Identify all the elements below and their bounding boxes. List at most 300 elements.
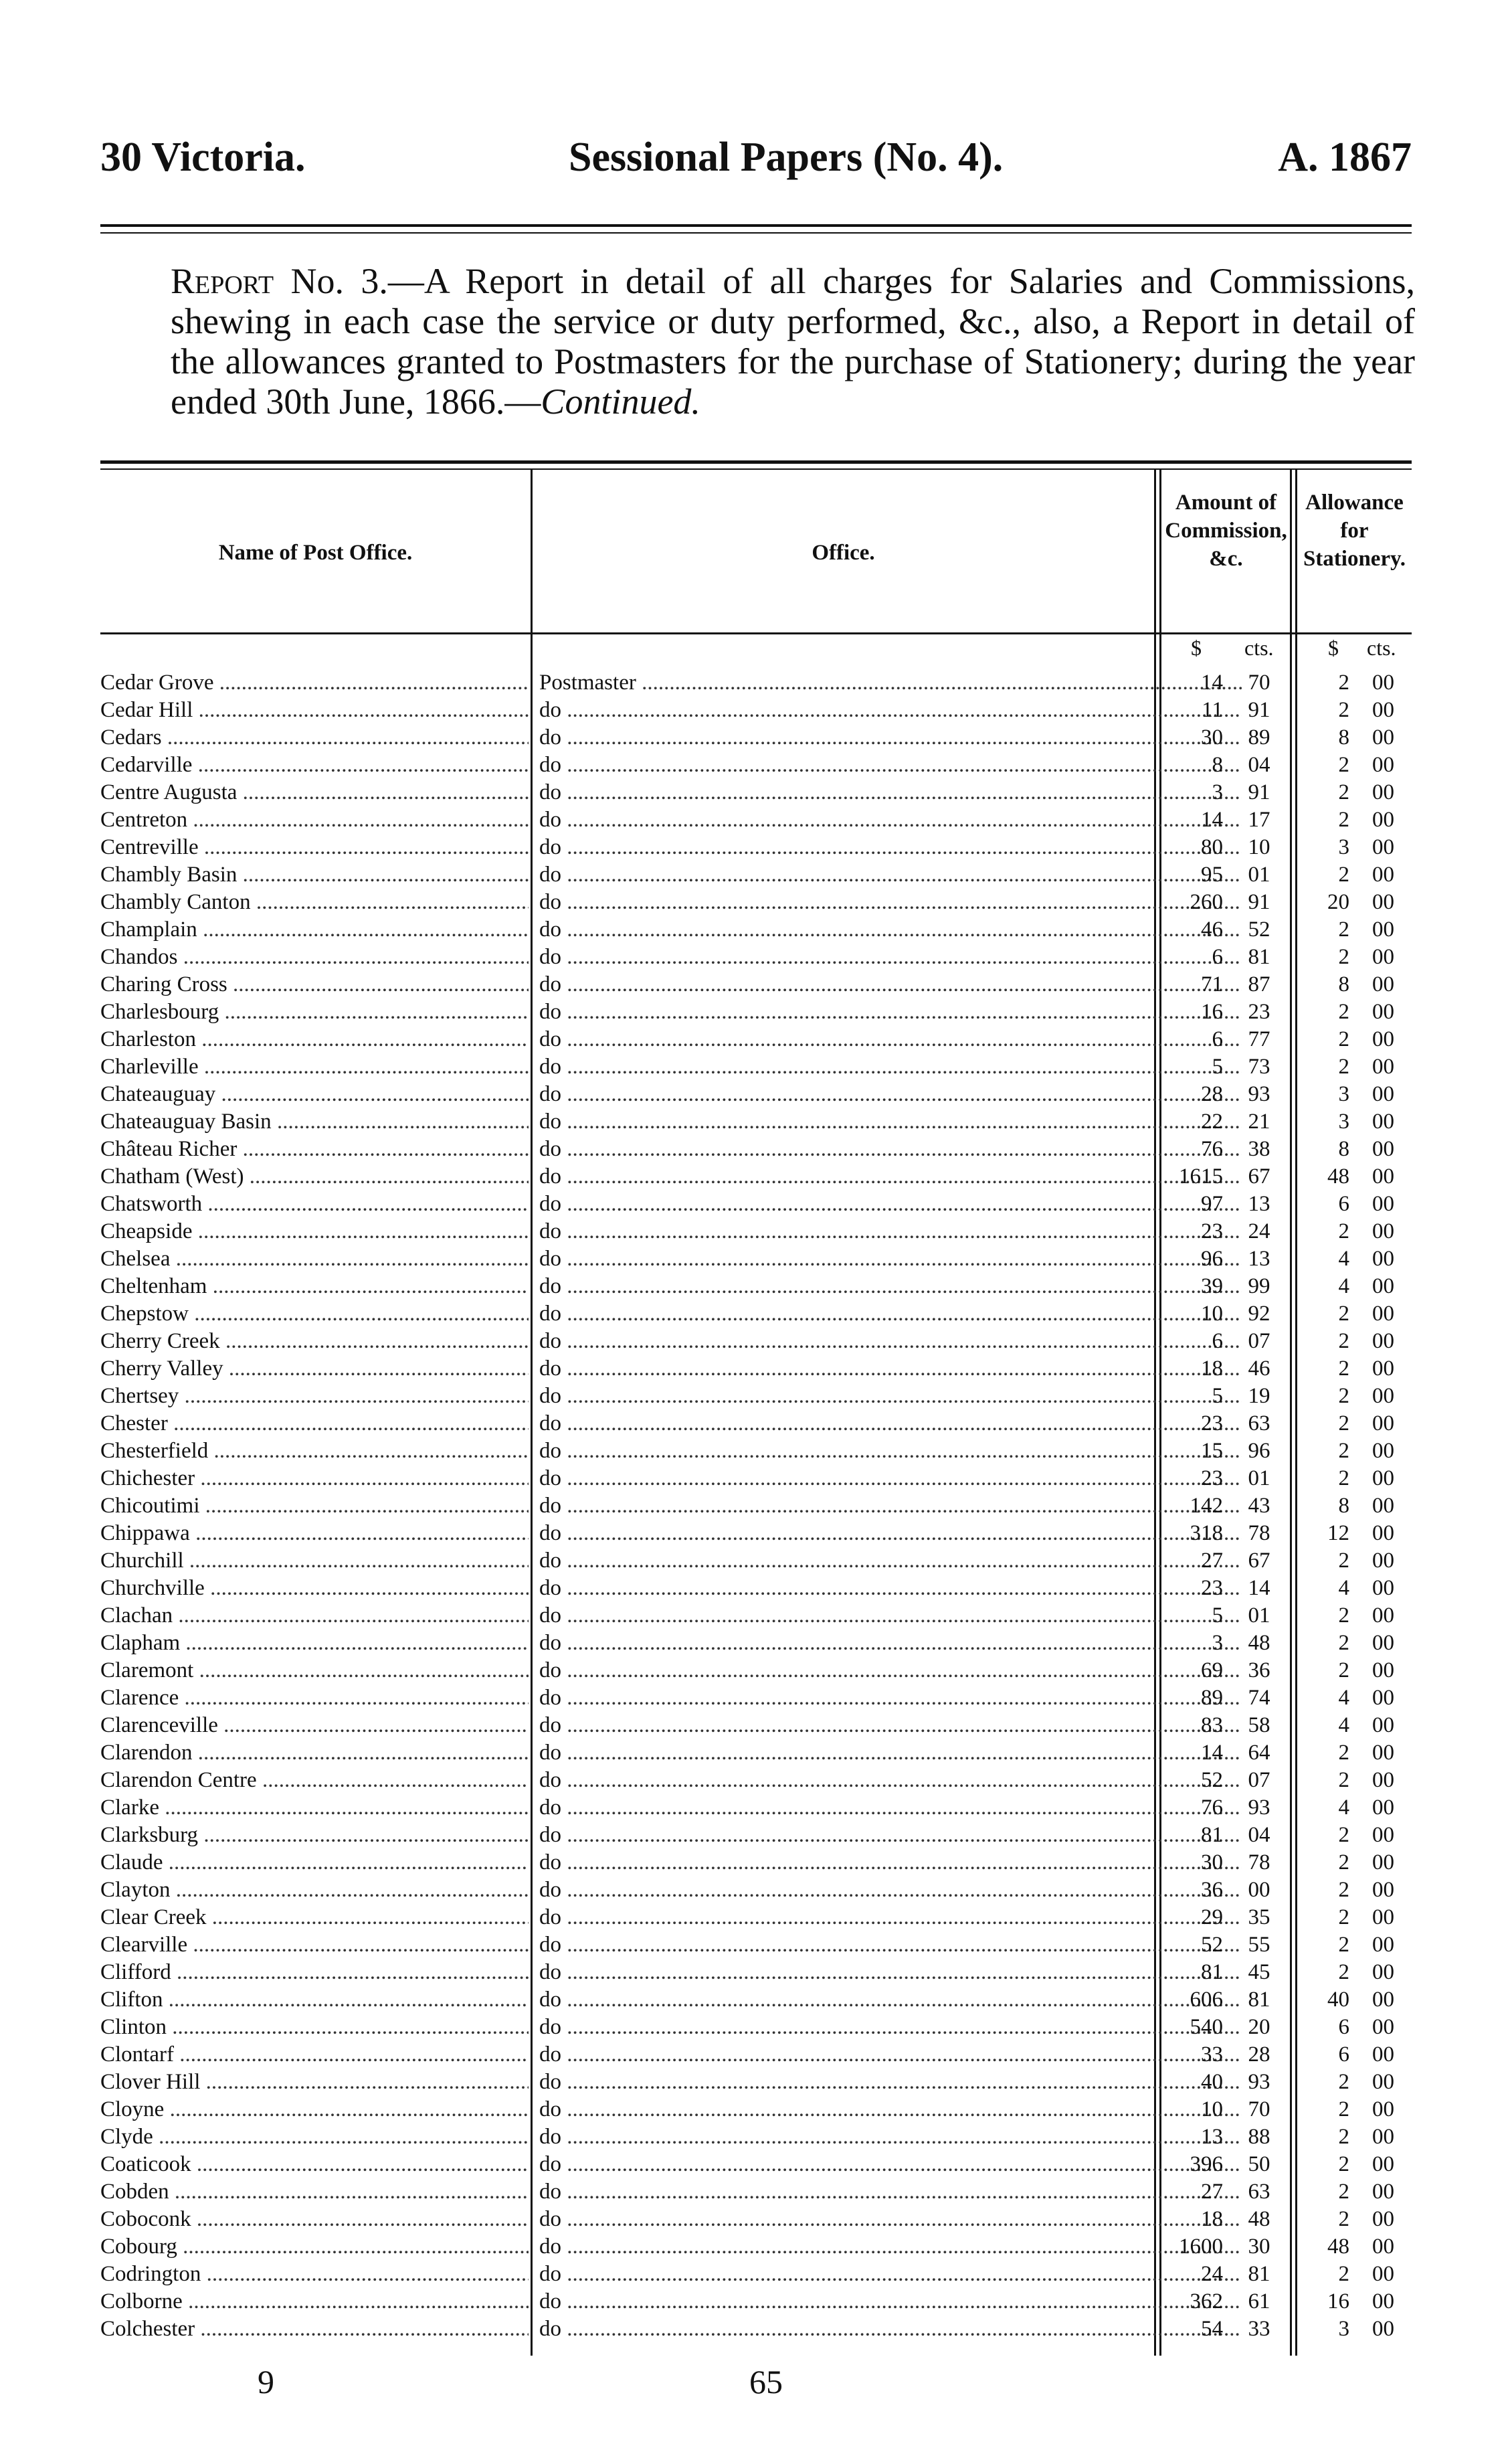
amount-dollars: 69 [1201,1658,1223,1682]
table-row [100,2315,1412,2343]
office-title: do ..... [539,1822,1242,1849]
post-office-name: Coaticook ..... [100,2151,529,2178]
office-title: do ..... [539,2288,1242,2315]
amount-dollars: 29 [1201,1905,1223,1929]
table-row [100,1959,1412,1986]
table-row [100,1602,1412,1630]
amount-cents: 01 [1248,1466,1270,1490]
stationery-dollars: 40 [1327,1988,1349,2012]
office-title: do ..... [539,1520,1242,1547]
table-row [100,1081,1412,1108]
stationery-cents: 00 [1372,1219,1394,1243]
table-row [100,1876,1412,1904]
table-row [100,779,1412,806]
table-row [100,916,1412,944]
post-office-name: Chicoutimi ..... [100,1492,529,1520]
table-row [100,1822,1412,1849]
table-row [100,2123,1412,2151]
stationery-cents: 00 [1372,2070,1394,2094]
stationery-dollars: 2 [1338,1356,1349,1381]
post-office-name: Claremont ..... [100,1657,529,1684]
amount-dollars: 28 [1201,1082,1223,1106]
stationery-cents: 00 [1372,725,1394,750]
office-title: do ..... [539,1876,1242,1904]
office-title: do ..... [539,1053,1242,1081]
amount-dollars: 5 [1212,1603,1223,1628]
table-row [100,669,1412,697]
post-office-name: Charleville ..... [100,1053,529,1081]
stationery-cents: 00 [1372,1411,1394,1435]
table-row [100,1437,1412,1465]
amount-dollars: 52 [1201,1768,1223,1792]
amount-cents: 07 [1248,1768,1270,1792]
stationery-dollars: 2 [1338,1219,1349,1243]
post-office-name: Cheltenham ..... [100,1273,529,1300]
stationery-dollars: 2 [1338,2262,1349,2286]
stationery-cents: 00 [1372,1658,1394,1682]
post-office-name: Coboconk ..... [100,2206,529,2233]
stationery-cents: 00 [1372,2289,1394,2313]
table-row [100,1904,1412,1931]
stationery-cents: 00 [1372,780,1394,804]
amount-dollars: 97 [1201,1192,1223,1216]
stationery-cents: 00 [1372,2015,1394,2039]
amount-dollars: 606 [1190,1988,1223,2012]
amount-cents: 50 [1248,2152,1270,2176]
amount-dollars: 23 [1201,1411,1223,1435]
post-office-name: Clinton ..... [100,2014,529,2041]
stationery-cents: 00 [1372,1466,1394,1490]
amount-cents: 81 [1248,1988,1270,2012]
post-office-name: Centre Augusta ..... [100,779,529,806]
table-row [100,1767,1412,1794]
amount-dollars: 52 [1201,1933,1223,1957]
table-row [100,834,1412,861]
stationery-dollars: 2 [1338,1302,1349,1326]
table-row [100,1300,1412,1328]
amount-cents: 07 [1248,1329,1270,1353]
stationery-dollars: 6 [1338,2015,1349,2039]
post-office-name: Cedar Hill ..... [100,697,529,724]
office-title: do ..... [539,998,1242,1026]
post-office-name: Churchill ..... [100,1547,529,1575]
stationery-cents: 00 [1372,972,1394,996]
post-office-name: Clover Hill ..... [100,2069,529,2096]
table-row [100,1355,1412,1383]
stationery-dollars: 6 [1338,1192,1349,1216]
amount-cents: 24 [1248,1219,1270,1243]
table-top-rule [100,460,1412,464]
stationery-dollars: 20 [1327,890,1349,914]
stationery-dollars: 2 [1338,2152,1349,2176]
allowance-dollar-unit: $ [1328,636,1339,660]
table-row [100,998,1412,1026]
table-row [100,1328,1412,1355]
col-header-office: Office. [812,541,875,565]
office-title: do ..... [539,2206,1242,2233]
amount-cents: 01 [1248,863,1270,887]
stationery-cents: 00 [1372,863,1394,887]
stationery-dollars: 2 [1338,1823,1349,1847]
stationery-dollars: 4 [1338,1713,1349,1737]
stationery-dollars: 2 [1338,1960,1349,1984]
header-rule-thin [100,232,1412,234]
amount-cents: 19 [1248,1384,1270,1408]
post-office-name: Chesterfield ..... [100,1437,529,1465]
post-office-name: Cedarville ..... [100,752,529,779]
stationery-dollars: 6 [1338,2042,1349,2067]
post-office-name: Charing Cross ..... [100,971,529,998]
office-title: do ..... [539,752,1242,779]
office-title: do ..... [539,1575,1242,1602]
amount-dollars: 260 [1190,890,1223,914]
amount-dollars: 142 [1190,1494,1223,1518]
office-title: do ..... [539,944,1242,971]
amount-dollars: 1615 [1179,1164,1223,1189]
amount-dollars: 96 [1201,1247,1223,1271]
amount-cents: 77 [1248,1027,1270,1051]
amount-cents: 01 [1248,1603,1270,1628]
amount-cents: 35 [1248,1905,1270,1929]
amount-cents: 55 [1248,1933,1270,1957]
office-title: do ..... [539,1218,1242,1245]
table-row [100,1163,1412,1191]
amount-dollars: 1600 [1179,2235,1223,2259]
table-row [100,1026,1412,1053]
allowance-cents-unit: cts. [1367,636,1396,660]
office-title: do ..... [539,1163,1242,1191]
stationery-cents: 00 [1372,1549,1394,1573]
col-header-name: Name of Post Office. [218,541,413,565]
post-office-name: Clachan ..... [100,1602,529,1630]
table-row [100,1986,1412,2014]
stationery-cents: 00 [1372,2317,1394,2341]
office-title: do ..... [539,2096,1242,2123]
office-title: do ..... [539,1794,1242,1822]
table-row [100,1739,1412,1767]
stationery-cents: 00 [1372,2235,1394,2259]
stationery-dollars: 2 [1338,1384,1349,1408]
table-row [100,724,1412,752]
stationery-cents: 00 [1372,1356,1394,1381]
stationery-dollars: 2 [1338,1411,1349,1435]
stationery-dollars: 16 [1327,2289,1349,2313]
stationery-cents: 00 [1372,1137,1394,1161]
office-title: do ..... [539,1465,1242,1492]
amount-cents: 91 [1248,890,1270,914]
table-row [100,1273,1412,1300]
post-office-name: Chateauguay Basin ..... [100,1108,529,1136]
stationery-cents: 00 [1372,1439,1394,1463]
amount-cents: 43 [1248,1494,1270,1518]
amount-dollars: 95 [1201,863,1223,887]
stationery-dollars: 2 [1338,698,1349,722]
post-office-name: Clontarf ..... [100,2041,529,2069]
post-office-name: Chepstow ..... [100,1300,529,1328]
post-office-name: Charlesbourg ..... [100,998,529,1026]
table-row [100,2069,1412,2096]
post-office-name: Chateauguay ..... [100,1081,529,1108]
post-office-name: Codrington ..... [100,2261,529,2288]
stationery-dollars: 2 [1338,917,1349,942]
stationery-cents: 00 [1372,753,1394,777]
amount-dollars: 362 [1190,2289,1223,2313]
post-office-name: Chambly Canton ..... [100,889,529,916]
office-title: do ..... [539,2178,1242,2206]
amount-cents: 46 [1248,1356,1270,1381]
stationery-dollars: 2 [1338,1631,1349,1655]
amount-dollars: 23 [1201,1576,1223,1600]
post-office-name: Clarenceville ..... [100,1712,529,1739]
amount-dollars: 14 [1201,671,1223,695]
amount-cents: 58 [1248,1713,1270,1737]
amount-cents: 73 [1248,1055,1270,1079]
amount-cents: 20 [1248,2015,1270,2039]
amount-cents: 30 [1248,2235,1270,2259]
amount-cents: 70 [1248,671,1270,695]
post-office-name: Cherry Valley ..... [100,1355,529,1383]
stationery-cents: 00 [1372,1768,1394,1792]
table-row [100,2233,1412,2261]
report-title-text: No. 3.—A Report in detail of all charges for Salaries and Commissions, shewing in each case the service or duty performed, &c., also, a Report in detail of the allowances granted to Postmasters for the purchase of Stationery; during the year ended 30th June, 1866.— [171,261,1415,422]
stationery-cents: 00 [1372,1686,1394,1710]
table-row [100,1492,1412,1520]
amount-cents: 81 [1248,945,1270,969]
header-rule-thick [100,224,1412,227]
amount-dollars: 18 [1201,1356,1223,1381]
report-title-continued: Continued. [541,381,700,422]
post-office-name: Champlain ..... [100,916,529,944]
office-title: do ..... [539,2069,1242,2096]
amount-dollars: 83 [1201,1713,1223,1737]
stationery-cents: 00 [1372,2125,1394,2149]
stationery-dollars: 2 [1338,1466,1349,1490]
stationery-cents: 00 [1372,2180,1394,2204]
stationery-cents: 00 [1372,1988,1394,2012]
stationery-cents: 00 [1372,2042,1394,2067]
stationery-dollars: 2 [1338,1905,1349,1929]
stationery-dollars: 2 [1338,1549,1349,1573]
amount-cents: 91 [1248,780,1270,804]
stationery-dollars: 2 [1338,753,1349,777]
stationery-cents: 00 [1372,1603,1394,1628]
stationery-cents: 00 [1372,1329,1394,1353]
amount-dollars: 54 [1201,2317,1223,2341]
stationery-dollars: 2 [1338,1850,1349,1874]
post-office-name: Cherry Creek ..... [100,1328,529,1355]
office-title: do ..... [539,2261,1242,2288]
table-row [100,2041,1412,2069]
post-office-name: Clearville ..... [100,1931,529,1959]
amount-dollars: 81 [1201,1823,1223,1847]
stationery-dollars: 3 [1338,835,1349,859]
stationery-dollars: 2 [1338,2207,1349,2231]
header-separator [100,632,1412,634]
amount-dollars: 14 [1201,1741,1223,1765]
post-office-name: Clayton ..... [100,1876,529,1904]
header-papers: Sessional Papers (No. 4). [569,135,1004,180]
office-title: do ..... [539,2014,1242,2041]
amount-dollars: 8 [1212,753,1223,777]
stationery-cents: 00 [1372,1110,1394,1134]
post-office-name: Clarence ..... [100,1684,529,1712]
amount-cents: 74 [1248,1686,1270,1710]
post-office-name: Chatham (West) ..... [100,1163,529,1191]
post-office-name: Chippawa ..... [100,1520,529,1547]
table-row [100,1245,1412,1273]
amount-cents: 48 [1248,1631,1270,1655]
amount-dollars: 10 [1201,1302,1223,1326]
office-title: do ..... [539,697,1242,724]
stationery-cents: 00 [1372,1164,1394,1189]
post-office-name: Cheapside ..... [100,1218,529,1245]
post-office-name: Clapham ..... [100,1630,529,1657]
amount-dollars: 81 [1201,1960,1223,1984]
stationery-cents: 00 [1372,1302,1394,1326]
office-title: do ..... [539,1630,1242,1657]
stationery-dollars: 2 [1338,863,1349,887]
office-title: do ..... [539,1081,1242,1108]
amount-cents: 00 [1248,1878,1270,1902]
amount-dollars: 5 [1212,1055,1223,1079]
office-title: do ..... [539,1657,1242,1684]
post-office-name: Claude ..... [100,1849,529,1876]
table-row [100,1630,1412,1657]
table-row [100,1684,1412,1712]
post-office-name: Clifton ..... [100,1986,529,2014]
stationery-dollars: 2 [1338,1878,1349,1902]
table-row [100,889,1412,916]
stationery-dollars: 48 [1327,2235,1349,2259]
office-title: do ..... [539,2315,1242,2343]
table-row [100,752,1412,779]
stationery-cents: 00 [1372,1192,1394,1216]
stationery-cents: 00 [1372,1713,1394,1737]
stationery-cents: 00 [1372,1274,1394,1298]
amount-cents: 88 [1248,2125,1270,2149]
stationery-cents: 00 [1372,1000,1394,1024]
table-row [100,861,1412,889]
office-title: do ..... [539,1273,1242,1300]
amount-cents: 28 [1248,2042,1270,2067]
stationery-dollars: 2 [1338,1768,1349,1792]
table-row [100,1410,1412,1437]
amount-cents: 23 [1248,1000,1270,1024]
stationery-cents: 00 [1372,1576,1394,1600]
stationery-dollars: 4 [1338,1274,1349,1298]
table-row [100,2151,1412,2178]
table-row [100,697,1412,724]
amount-cents: 93 [1248,1796,1270,1820]
office-title: do ..... [539,1602,1242,1630]
stationery-cents: 00 [1372,1082,1394,1106]
stationery-dollars: 4 [1338,1576,1349,1600]
report-title-lead: Report [171,261,274,301]
office-title: do ..... [539,2151,1242,2178]
post-office-name: Clarke ..... [100,1794,529,1822]
amount-dollars: 27 [1201,2180,1223,2204]
amount-dollars: 40 [1201,2070,1223,2094]
office-title: Postmaster ..... [539,669,1242,697]
table-row [100,1712,1412,1739]
post-office-name: Charleston ..... [100,1026,529,1053]
office-title: do ..... [539,1684,1242,1712]
amount-cents: 52 [1248,917,1270,942]
post-office-name: Colborne ..... [100,2288,529,2315]
stationery-cents: 00 [1372,1055,1394,1079]
amount-dollars: 14 [1201,808,1223,832]
stationery-dollars: 48 [1327,1164,1349,1189]
stationery-dollars: 2 [1338,671,1349,695]
amount-cents: 10 [1248,835,1270,859]
office-title: do ..... [539,1328,1242,1355]
amount-dollars: 6 [1212,1329,1223,1353]
table-row [100,1575,1412,1602]
amount-cents: 81 [1248,2262,1270,2286]
office-title: do ..... [539,1026,1242,1053]
amount-cents: 13 [1248,1192,1270,1216]
stationery-dollars: 2 [1338,1055,1349,1079]
amount-dollars: 22 [1201,1110,1223,1134]
post-office-name: Château Richer ..... [100,1136,529,1163]
office-title: do ..... [539,1547,1242,1575]
office-title: do ..... [539,806,1242,834]
stationery-dollars: 2 [1338,2097,1349,2121]
amount-dollars: 15 [1201,1439,1223,1463]
stationery-cents: 00 [1372,2152,1394,2176]
table-row [100,1931,1412,1959]
amount-dollar-unit: $ [1191,636,1202,660]
office-title: do ..... [539,1108,1242,1136]
amount-cents: 14 [1248,1576,1270,1600]
table-row [100,806,1412,834]
report-title [171,261,1415,422]
stationery-dollars: 8 [1338,1494,1349,1518]
table-row [100,2288,1412,2315]
stationery-cents: 00 [1372,1741,1394,1765]
office-title: do ..... [539,1355,1242,1383]
post-office-name: Clarksburg ..... [100,1822,529,1849]
amount-cents: 04 [1248,1823,1270,1847]
stationery-cents: 00 [1372,1521,1394,1545]
table-row [100,971,1412,998]
amount-dollars: 46 [1201,917,1223,942]
table-row [100,2096,1412,2123]
amount-dollars: 27 [1201,1549,1223,1573]
stationery-dollars: 2 [1338,2070,1349,2094]
amount-cents: 93 [1248,1082,1270,1106]
post-office-name: Centreville ..... [100,834,529,861]
table-row [100,1520,1412,1547]
amount-dollars: 24 [1201,2262,1223,2286]
table-row [100,1465,1412,1492]
col-header-amount: Amount of Commission, &c. [1165,491,1287,571]
table-row [100,1191,1412,1218]
stationery-cents: 00 [1372,1631,1394,1655]
stationery-cents: 00 [1372,698,1394,722]
stationery-dollars: 4 [1338,1247,1349,1271]
amount-dollars: 23 [1201,1219,1223,1243]
office-title: do ..... [539,916,1242,944]
post-office-name: Clifford ..... [100,1959,529,1986]
office-title: do ..... [539,1712,1242,1739]
stationery-dollars: 2 [1338,808,1349,832]
post-office-name: Cobourg ..... [100,2233,529,2261]
table-row [100,1849,1412,1876]
stationery-dollars: 2 [1338,1741,1349,1765]
amount-dollars: 6 [1212,1027,1223,1051]
stationery-cents: 00 [1372,1960,1394,1984]
